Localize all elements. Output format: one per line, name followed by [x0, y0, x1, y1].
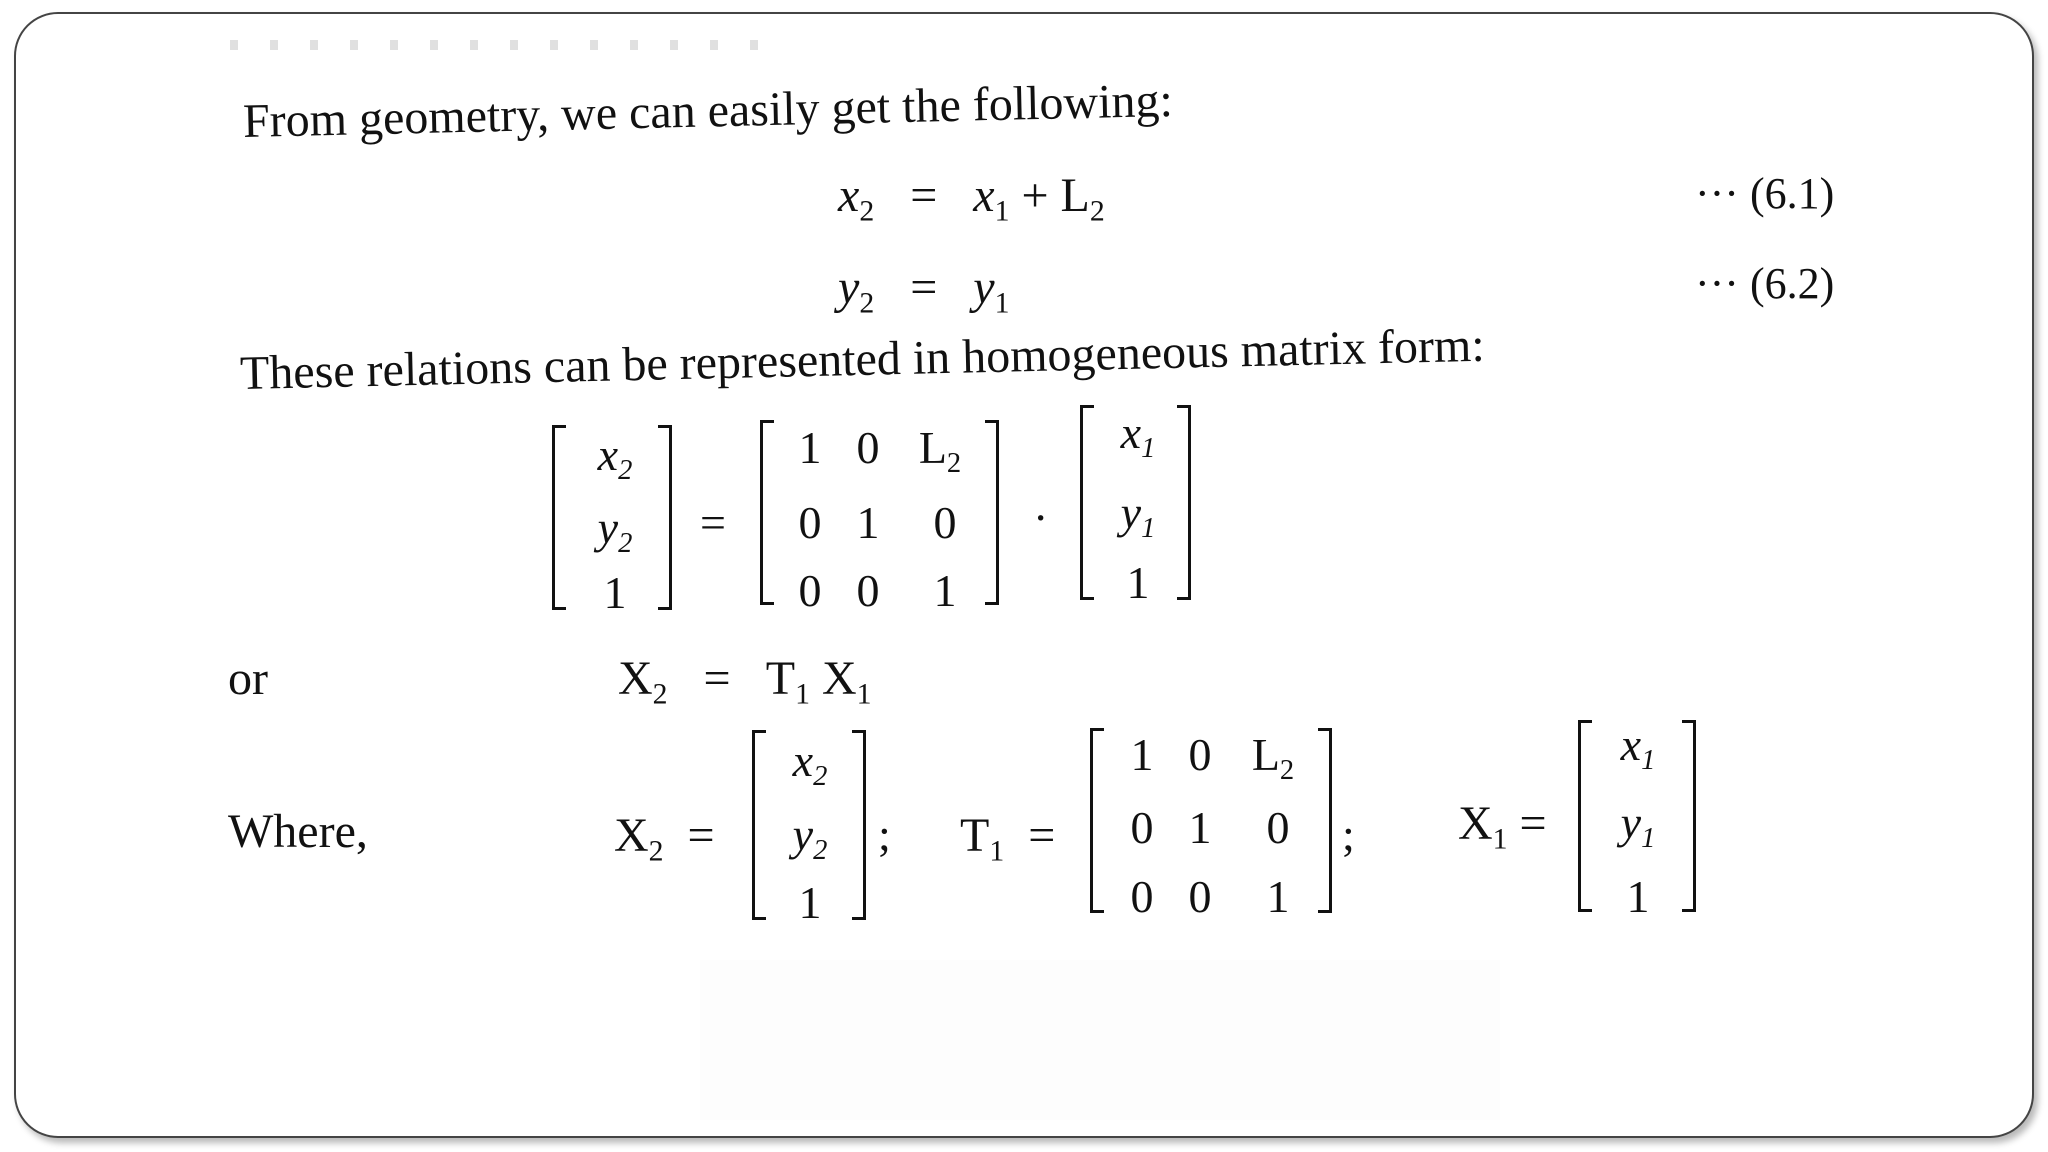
def-T1-cell-0-0: 1: [1130, 729, 1154, 780]
T-cell-2-0: 0: [798, 565, 822, 616]
eq1-L: L: [1060, 169, 1090, 222]
intro-text: From geometry, we can easily get the following:: [242, 73, 1174, 148]
def-T1-left-bracket: [1090, 728, 1104, 913]
equation-6-2: [838, 261, 1010, 320]
dot-operator: ·: [1033, 492, 1049, 543]
def-X1-label: $X_1$ =: [1458, 797, 1547, 856]
rhs-right-bracket: [1177, 405, 1191, 600]
def-T1-cell-2-2: 1: [1266, 871, 1290, 922]
T-cell-1-1: 1: [856, 497, 880, 548]
def-X1-x1: $x_1$: [1620, 719, 1656, 777]
def-X2-one: 1: [798, 877, 822, 928]
def-T1-cell-1-2: 0: [1266, 802, 1290, 853]
rhs-x1: $x_1$: [1120, 407, 1156, 465]
T-cell-1-2: 0: [933, 497, 957, 548]
def-X1-y1: $y_1$: [1620, 797, 1656, 855]
eq2-rhs: y: [973, 261, 995, 314]
def-T1-right-bracket: [1318, 728, 1332, 913]
def-T1-label: $T_1$ =: [960, 809, 1056, 868]
equation-number-6-1: ··· (6.1): [1695, 169, 1835, 218]
compact-equation: $X_2$ = $T_1$ $X_1$: [618, 652, 872, 711]
def-T1-cell-2-1: 0: [1188, 871, 1212, 922]
T-cell-2-1: 0: [856, 565, 880, 616]
def-semicolon-1: ;: [878, 809, 891, 860]
def-T1-cell-1-1: 1: [1188, 802, 1212, 853]
eq1-plus: +: [1009, 169, 1061, 222]
or-label: or: [228, 652, 268, 705]
T-cell-0-0: 1: [798, 422, 822, 473]
eq1-rhs-sub: 1: [994, 194, 1010, 228]
def-semicolon-2: ;: [1342, 809, 1355, 860]
blank-region: [700, 960, 1500, 1120]
def-X2-right-bracket: [852, 730, 866, 920]
where-label: Where,: [228, 805, 368, 858]
def-T1-cell-0-2: $L_2$: [1251, 729, 1295, 787]
lhs-y2: $y_2$: [597, 502, 633, 560]
eq1-L-sub: 2: [1089, 194, 1105, 228]
def-X2-label: $X_2$ =: [614, 809, 715, 868]
relation-text: These relations can be represented in homogeneous matrix form:: [239, 318, 1486, 400]
equation-number-6-2: ··· (6.2): [1695, 259, 1835, 308]
eq1-lhs-sub: 2: [859, 194, 875, 228]
def-T1-cell-2-0: 0: [1130, 871, 1154, 922]
def-X2-left-bracket: [752, 730, 766, 920]
lhs-one: 1: [603, 567, 627, 618]
eq2-rhs-sub: 1: [994, 286, 1010, 320]
scan-artifact: [230, 40, 770, 50]
rhs-one: 1: [1126, 557, 1150, 608]
T-left-bracket: [760, 420, 774, 605]
T-cell-2-2: 1: [933, 565, 957, 616]
lhs-x2: $x_2$: [597, 429, 633, 487]
def-T1-cell-1-0: 0: [1130, 802, 1154, 853]
eq1-equals: =: [910, 169, 938, 222]
def-X1-left-bracket: [1578, 720, 1592, 912]
T-cell-1-0: 0: [798, 497, 822, 548]
eq2-lhs-sub: 2: [859, 286, 875, 320]
def-X1-one: 1: [1626, 871, 1650, 922]
equation-6-1: [838, 169, 1105, 228]
T-cell-0-2: $L_2$: [918, 422, 962, 480]
T-right-bracket: [985, 420, 999, 605]
eq1-lhs: x: [838, 169, 860, 222]
def-X2-x2: $x_2$: [792, 735, 828, 793]
eq2-lhs: y: [838, 261, 860, 314]
lhs-right-bracket: [658, 425, 672, 610]
def-T1-cell-0-1: 0: [1188, 729, 1212, 780]
def-X2-y2: $y_2$: [792, 809, 828, 867]
eq2-equals: =: [910, 261, 938, 314]
rhs-left-bracket: [1080, 405, 1094, 600]
lhs-left-bracket: [552, 425, 566, 610]
matrix-equals: =: [700, 497, 726, 548]
eq1-rhs: x: [973, 169, 995, 222]
T-cell-0-1: 0: [856, 422, 880, 473]
rhs-y1: $y_1$: [1120, 487, 1156, 545]
def-X1-right-bracket: [1682, 720, 1696, 912]
